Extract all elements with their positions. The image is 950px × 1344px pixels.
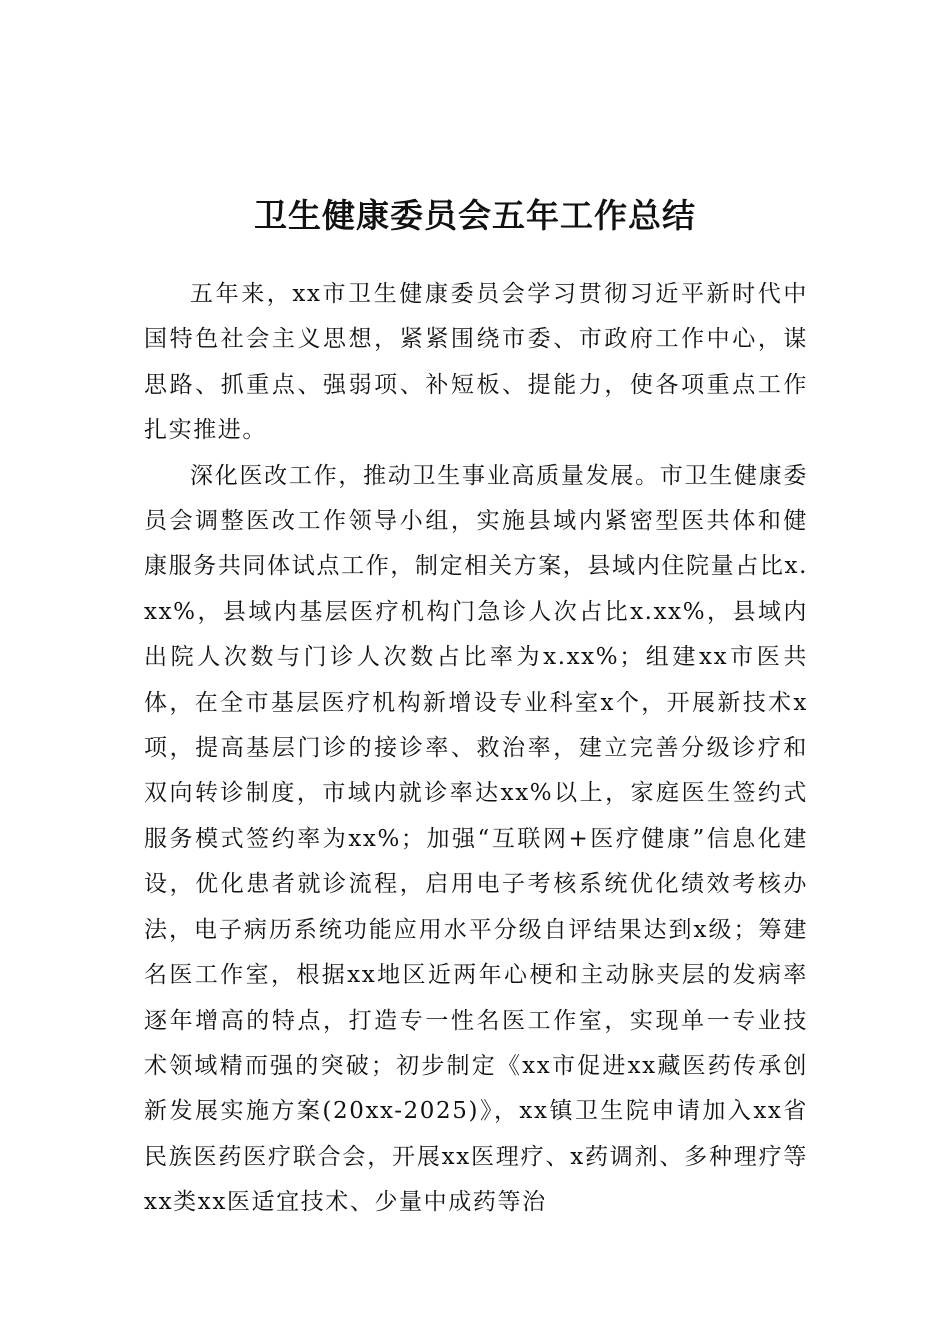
document-title: 卫生健康委员会五年工作总结 [254, 196, 696, 236]
paragraph-intro: 五年来，xx市卫生健康委员会学习贯彻习近平新时代中国特色社会主义思想，紧紧围绕市委、市政府工作中心，谋思路、抓重点、强弱项、补短板、提能力，使各项重点工作扎实推进。 [144, 281, 808, 444]
document-body [144, 272, 808, 1226]
paragraph-medical-reform: 深化医改工作，推动卫生事业高质量发展。市卫生健康委员会调整医改工作领导小组，实施县域内紧密型医共体和健康服务共同体试点工作，制定相关方案，县域内住院量占比x.xx%，县域内基层医疗机构门急诊人次占比x.xx%，县域内出院人次数与门诊人次数占比率为x.xx%；组建xx市医共体，在全市基层医疗机构新增设专业科室x个，开展新技术x项，提高基层门诊的接诊率、救治率，建立完善分级诊疗和双向转诊制度，市域内就诊率达xx%以上，家庭医生签约式服务模式签约率为xx%；加强“互联网+医疗健康”信息化建设，优化患者就诊流程，启用电子考核系统优化绩效考核办法，电子病历系统功能应用水平分级自评结果达到x级；筹建名医工作室，根据xx地区近两年心梗和主动脉夹层的发病率逐年增高的特点，打造专一性名医工作室，实现单一专业技术领域精而强的突破；初步制定《xx市促进xx藏医药传承创新发展实施方案(20xx-2025)》，xx镇卫生院申请加入xx省民族医药医疗联合会，开展xx医理疗、x药调剂、多种理疗等xx类xx医适宜技术、少量中成药等治 [144, 462, 808, 1216]
